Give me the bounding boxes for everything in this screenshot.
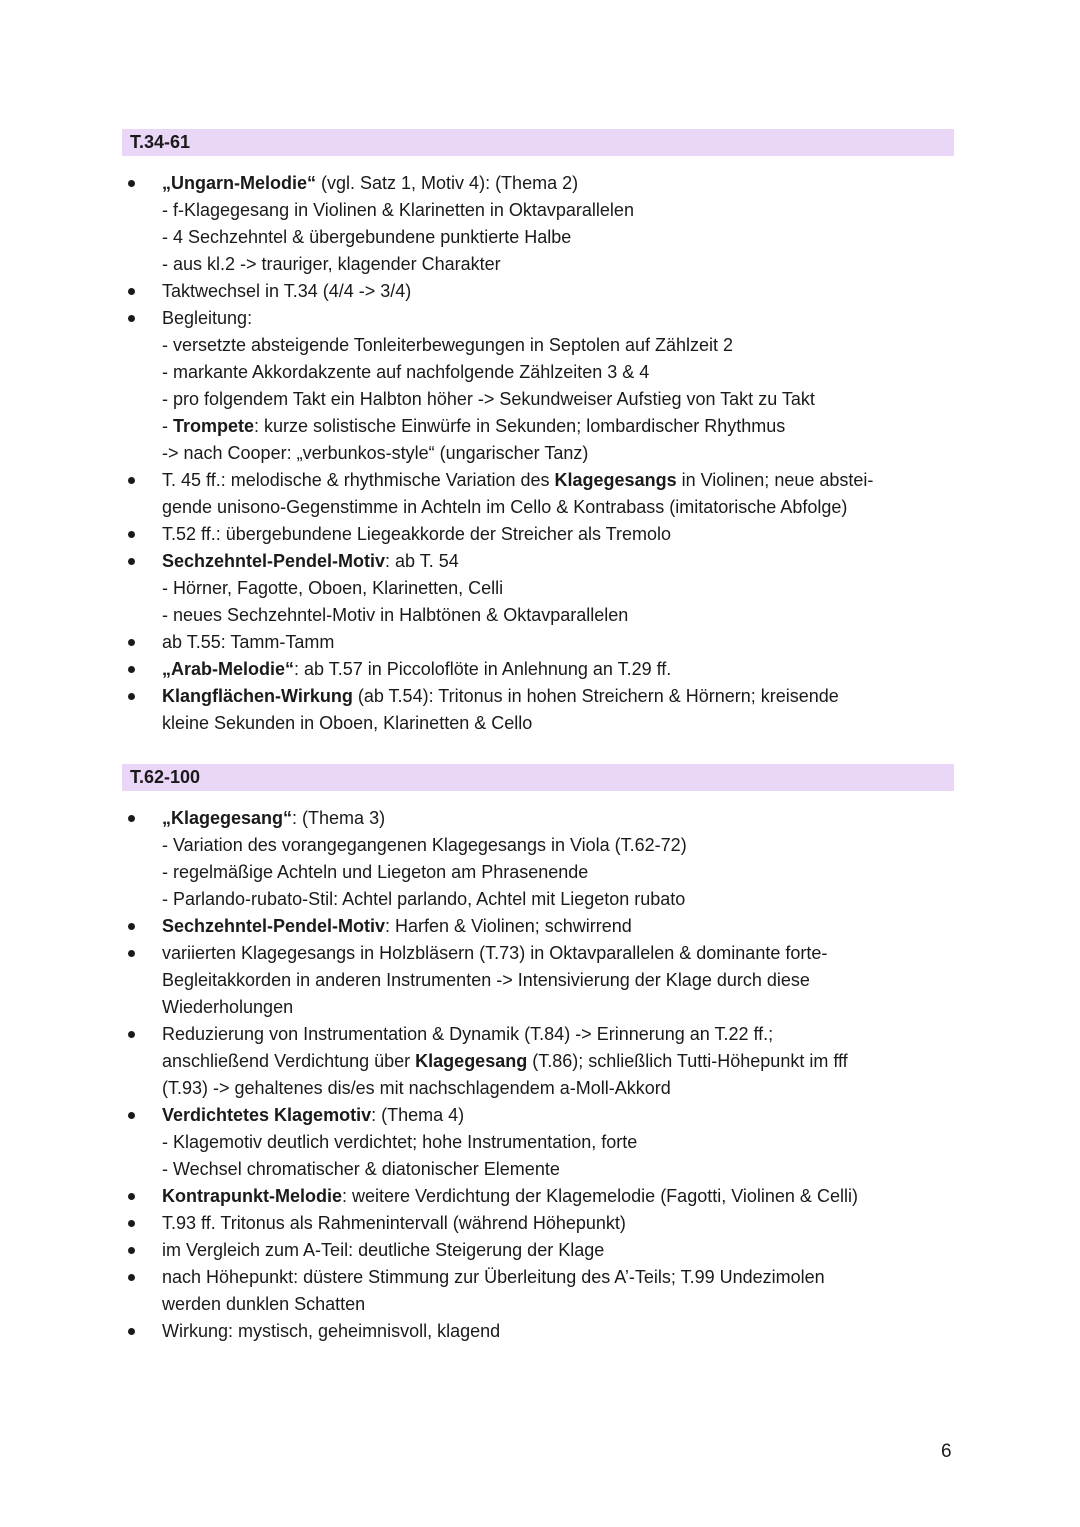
bullet-item xyxy=(125,1318,955,1345)
bullet-list-t34-61 xyxy=(125,170,955,737)
bullet-text xyxy=(162,521,955,548)
bullet-item xyxy=(125,656,955,683)
bullet-text xyxy=(162,656,955,683)
bullet-item xyxy=(125,170,955,278)
text-run: Wiederholungen xyxy=(162,997,294,1017)
bold-term: Sechzehntel-Pendel-Motiv xyxy=(162,551,386,571)
sub-line xyxy=(162,1075,955,1102)
bullet-text xyxy=(162,467,955,494)
text-run: T. 45 ff.: melodische & rhythmische Variation des xyxy=(162,470,555,490)
text-run: (T.93) -> gehaltenes dis/es mit nachschlagendem a-Moll-Akkord xyxy=(162,1078,671,1098)
bullet-dot-icon xyxy=(128,531,135,538)
bullet-dot-icon xyxy=(128,477,135,484)
bullet-dot-icon xyxy=(128,950,135,957)
text-run: - Hörner, Fagotte, Oboen, Klarinetten, Celli xyxy=(162,578,504,598)
text-run: - Parlando-rubato-Stil: Achtel parlando, Achtel mit Liegeton rubato xyxy=(162,889,686,909)
sub-line xyxy=(162,575,955,602)
sub-line xyxy=(162,1048,955,1075)
text-run: kleine Sekunden in Oboen, Klarinetten & Cello xyxy=(162,713,533,733)
text-run: - xyxy=(162,416,173,436)
sub-line xyxy=(162,710,955,737)
sub-line xyxy=(162,1291,955,1318)
sub-line xyxy=(162,332,955,359)
bullet-dot-icon xyxy=(128,288,135,295)
sub-line xyxy=(162,413,955,440)
bullet-item xyxy=(125,1264,955,1318)
text-run: - regelmäßige Achteln und Liegeton am Phrasenende xyxy=(162,862,589,882)
text-run: ab T.55: Tamm-Tamm xyxy=(162,632,335,652)
text-run: anschließend Verdichtung über xyxy=(162,1051,416,1071)
text-run: Reduzierung von Instrumentation & Dynamik (T.84) -> Erinnerung an T.22 ff.; xyxy=(162,1024,774,1044)
text-run: : kurze solistische Einwürfe in Sekunden; lombardischer Rhythmus xyxy=(254,416,786,436)
bold-term: Klagegesangs xyxy=(554,470,677,490)
bullet-text xyxy=(162,278,955,305)
sub-line xyxy=(162,967,955,994)
bullet-text xyxy=(162,1021,955,1048)
bullet-text xyxy=(162,805,955,832)
text-run: in Violinen; neue abstei- xyxy=(676,470,874,490)
bullet-item xyxy=(125,1102,955,1183)
sub-line xyxy=(162,832,955,859)
bullet-item xyxy=(125,940,955,1021)
section-header-t34-61: T.34-61 xyxy=(122,129,954,156)
bullet-text xyxy=(162,170,955,197)
bullet-dot-icon xyxy=(128,1274,135,1281)
bold-term: „Ungarn-Melodie“ xyxy=(162,173,317,193)
bullet-item xyxy=(125,629,955,656)
bullet-dot-icon xyxy=(128,180,135,187)
bold-term: Klangflächen-Wirkung xyxy=(162,686,353,706)
bullet-dot-icon xyxy=(128,815,135,822)
text-run: nach Höhepunkt: düstere Stimmung zur Überleitung des A’-Teils; T.99 Undezimolen xyxy=(162,1267,825,1287)
sub-line: - 4 Sechzehntel & übergebundene punktierte Halbe xyxy=(162,227,572,247)
bold-term: Sechzehntel-Pendel-Motiv xyxy=(162,916,386,936)
bullet-text xyxy=(162,1183,955,1210)
sub-line xyxy=(162,1156,955,1183)
text-run: Begleitung: xyxy=(162,308,253,328)
bullet-dot-icon xyxy=(128,1031,135,1038)
text-run: - neues Sechzehntel-Motiv in Halbtönen & Oktavparallelen xyxy=(162,605,629,625)
bullet-dot-icon xyxy=(128,558,135,565)
bullet-item xyxy=(125,278,955,305)
bullet-text xyxy=(162,1264,955,1291)
bullet-text xyxy=(162,940,955,967)
text-run: -> nach Cooper: „verbunkos-style“ (ungarischer Tanz) xyxy=(162,443,589,463)
sub-line xyxy=(162,859,955,886)
bold-term: Trompete xyxy=(173,416,255,436)
bullet-dot-icon xyxy=(128,1328,135,1335)
bullet-text xyxy=(162,1237,955,1264)
bullet-item xyxy=(125,1210,955,1237)
sub-line xyxy=(162,1129,955,1156)
sub-line xyxy=(162,440,955,467)
bullet-item xyxy=(125,1237,955,1264)
bullet-item xyxy=(125,1021,955,1102)
bullet-dot-icon xyxy=(128,1247,135,1254)
bullet-dot-icon xyxy=(128,1193,135,1200)
text-run: werden dunklen Schatten xyxy=(162,1294,366,1314)
section-header-t62-100: T.62-100 xyxy=(122,764,954,791)
bullet-item xyxy=(125,305,955,467)
text-run: T.93 ff. Tritonus als Rahmenintervall (während Höhepunkt) xyxy=(162,1213,626,1233)
sub-line xyxy=(162,386,955,413)
sub-line xyxy=(162,886,955,913)
bullet-item xyxy=(125,548,955,629)
bullet-dot-icon xyxy=(128,693,135,700)
text-run: variierten Klagegesangs in Holzbläsern (T.73) in Oktavparallelen & dominante forte- xyxy=(162,943,828,963)
text-run: Taktwechsel in T.34 (4/4 -> 3/4) xyxy=(162,281,412,301)
text-run: Wirkung: mystisch, geheimnisvoll, klagend xyxy=(162,1321,501,1341)
text-run: gende unisono-Gegenstimme in Achteln im Cello & Kontrabass (imitatorische Abfolge) xyxy=(162,497,848,517)
bold-term: Kontrapunkt-Melodie xyxy=(162,1186,342,1206)
bullet-text xyxy=(162,1210,955,1237)
bullet-dot-icon xyxy=(128,315,135,322)
sub-line xyxy=(162,994,955,1021)
bullet-item xyxy=(125,913,955,940)
text-run: (ab T.54): Tritonus in hohen Streichern & Hörnern; kreisende xyxy=(352,686,839,706)
text-run: : weitere Verdichtung der Klagemelodie (Fagotti, Violinen & Celli) xyxy=(342,1186,858,1206)
text-run: : Harfen & Violinen; schwirrend xyxy=(385,916,632,936)
bullet-text xyxy=(162,548,955,575)
text-run: im Vergleich zum A-Teil: deutliche Steigerung der Klage xyxy=(162,1240,605,1260)
bullet-dot-icon xyxy=(128,639,135,646)
bullet-dot-icon xyxy=(128,1220,135,1227)
text-run: - Variation des vorangegangenen Klagegesangs in Viola (T.62-72) xyxy=(162,835,687,855)
text-run: Begleitakkorden in anderen Instrumenten -> Intensivierung der Klage durch diese xyxy=(162,970,810,990)
text-run: : (Thema 3) xyxy=(292,808,386,828)
bullet-item xyxy=(125,1183,955,1210)
bullet-item xyxy=(125,683,955,737)
sub-line: - f-Klagegesang in Violinen & Klarinetten in Oktavparallelen xyxy=(162,200,634,220)
text-run: - markante Akkordakzente auf nachfolgende Zählzeiten 3 & 4 xyxy=(162,362,650,382)
bullet-text xyxy=(162,1318,955,1345)
text-run: - Wechsel chromatischer & diatonischer Elemente xyxy=(162,1159,560,1179)
bullet-dot-icon xyxy=(128,666,135,673)
bullet-list-t62-100 xyxy=(125,805,955,1345)
sub-line xyxy=(162,602,955,629)
text-run: : ab T. 54 xyxy=(385,551,459,571)
text-run: : (Thema 4) xyxy=(371,1105,465,1125)
text-run: - pro folgendem Takt ein Halbton höher -> Sekundweiser Aufstieg von Takt zu Takt xyxy=(162,389,815,409)
bold-term: Klagegesang xyxy=(415,1051,528,1071)
bold-term: „Arab-Melodie“ xyxy=(162,659,295,679)
bullet-item xyxy=(125,467,955,521)
text-run: : ab T.57 in Piccoloflöte in Anlehnung an T.29 ff. xyxy=(294,659,672,679)
bold-term: „Klagegesang“ xyxy=(162,808,293,828)
bullet-text xyxy=(162,629,955,656)
bullet-text xyxy=(162,305,955,332)
bullet-text xyxy=(162,683,955,710)
sub-line xyxy=(162,494,955,521)
bullet-dot-icon xyxy=(128,1112,135,1119)
text-run: - versetzte absteigende Tonleiterbewegungen in Septolen auf Zählzeit 2 xyxy=(162,335,734,355)
text-run: (vgl. Satz 1, Motiv 4): (Thema 2) xyxy=(316,173,579,193)
text-run: - Klagemotiv deutlich verdichtet; hohe Instrumentation, forte xyxy=(162,1132,638,1152)
text-run: (T.86); schließlich Tutti-Höhepunkt im fff xyxy=(527,1051,848,1071)
sub-line xyxy=(162,359,955,386)
bullet-text xyxy=(162,913,955,940)
bullet-text xyxy=(162,1102,955,1129)
text-run: T.52 ff.: übergebundene Liegeakkorde der Streicher als Tremolo xyxy=(162,524,671,544)
sub-line: - aus kl.2 -> trauriger, klagender Charakter xyxy=(162,254,501,274)
bullet-dot-icon xyxy=(128,923,135,930)
bullet-item xyxy=(125,521,955,548)
bold-term: Verdichtetes Klagemotiv xyxy=(162,1105,372,1125)
bullet-item xyxy=(125,805,955,913)
page-number: 6 xyxy=(941,1441,952,1462)
